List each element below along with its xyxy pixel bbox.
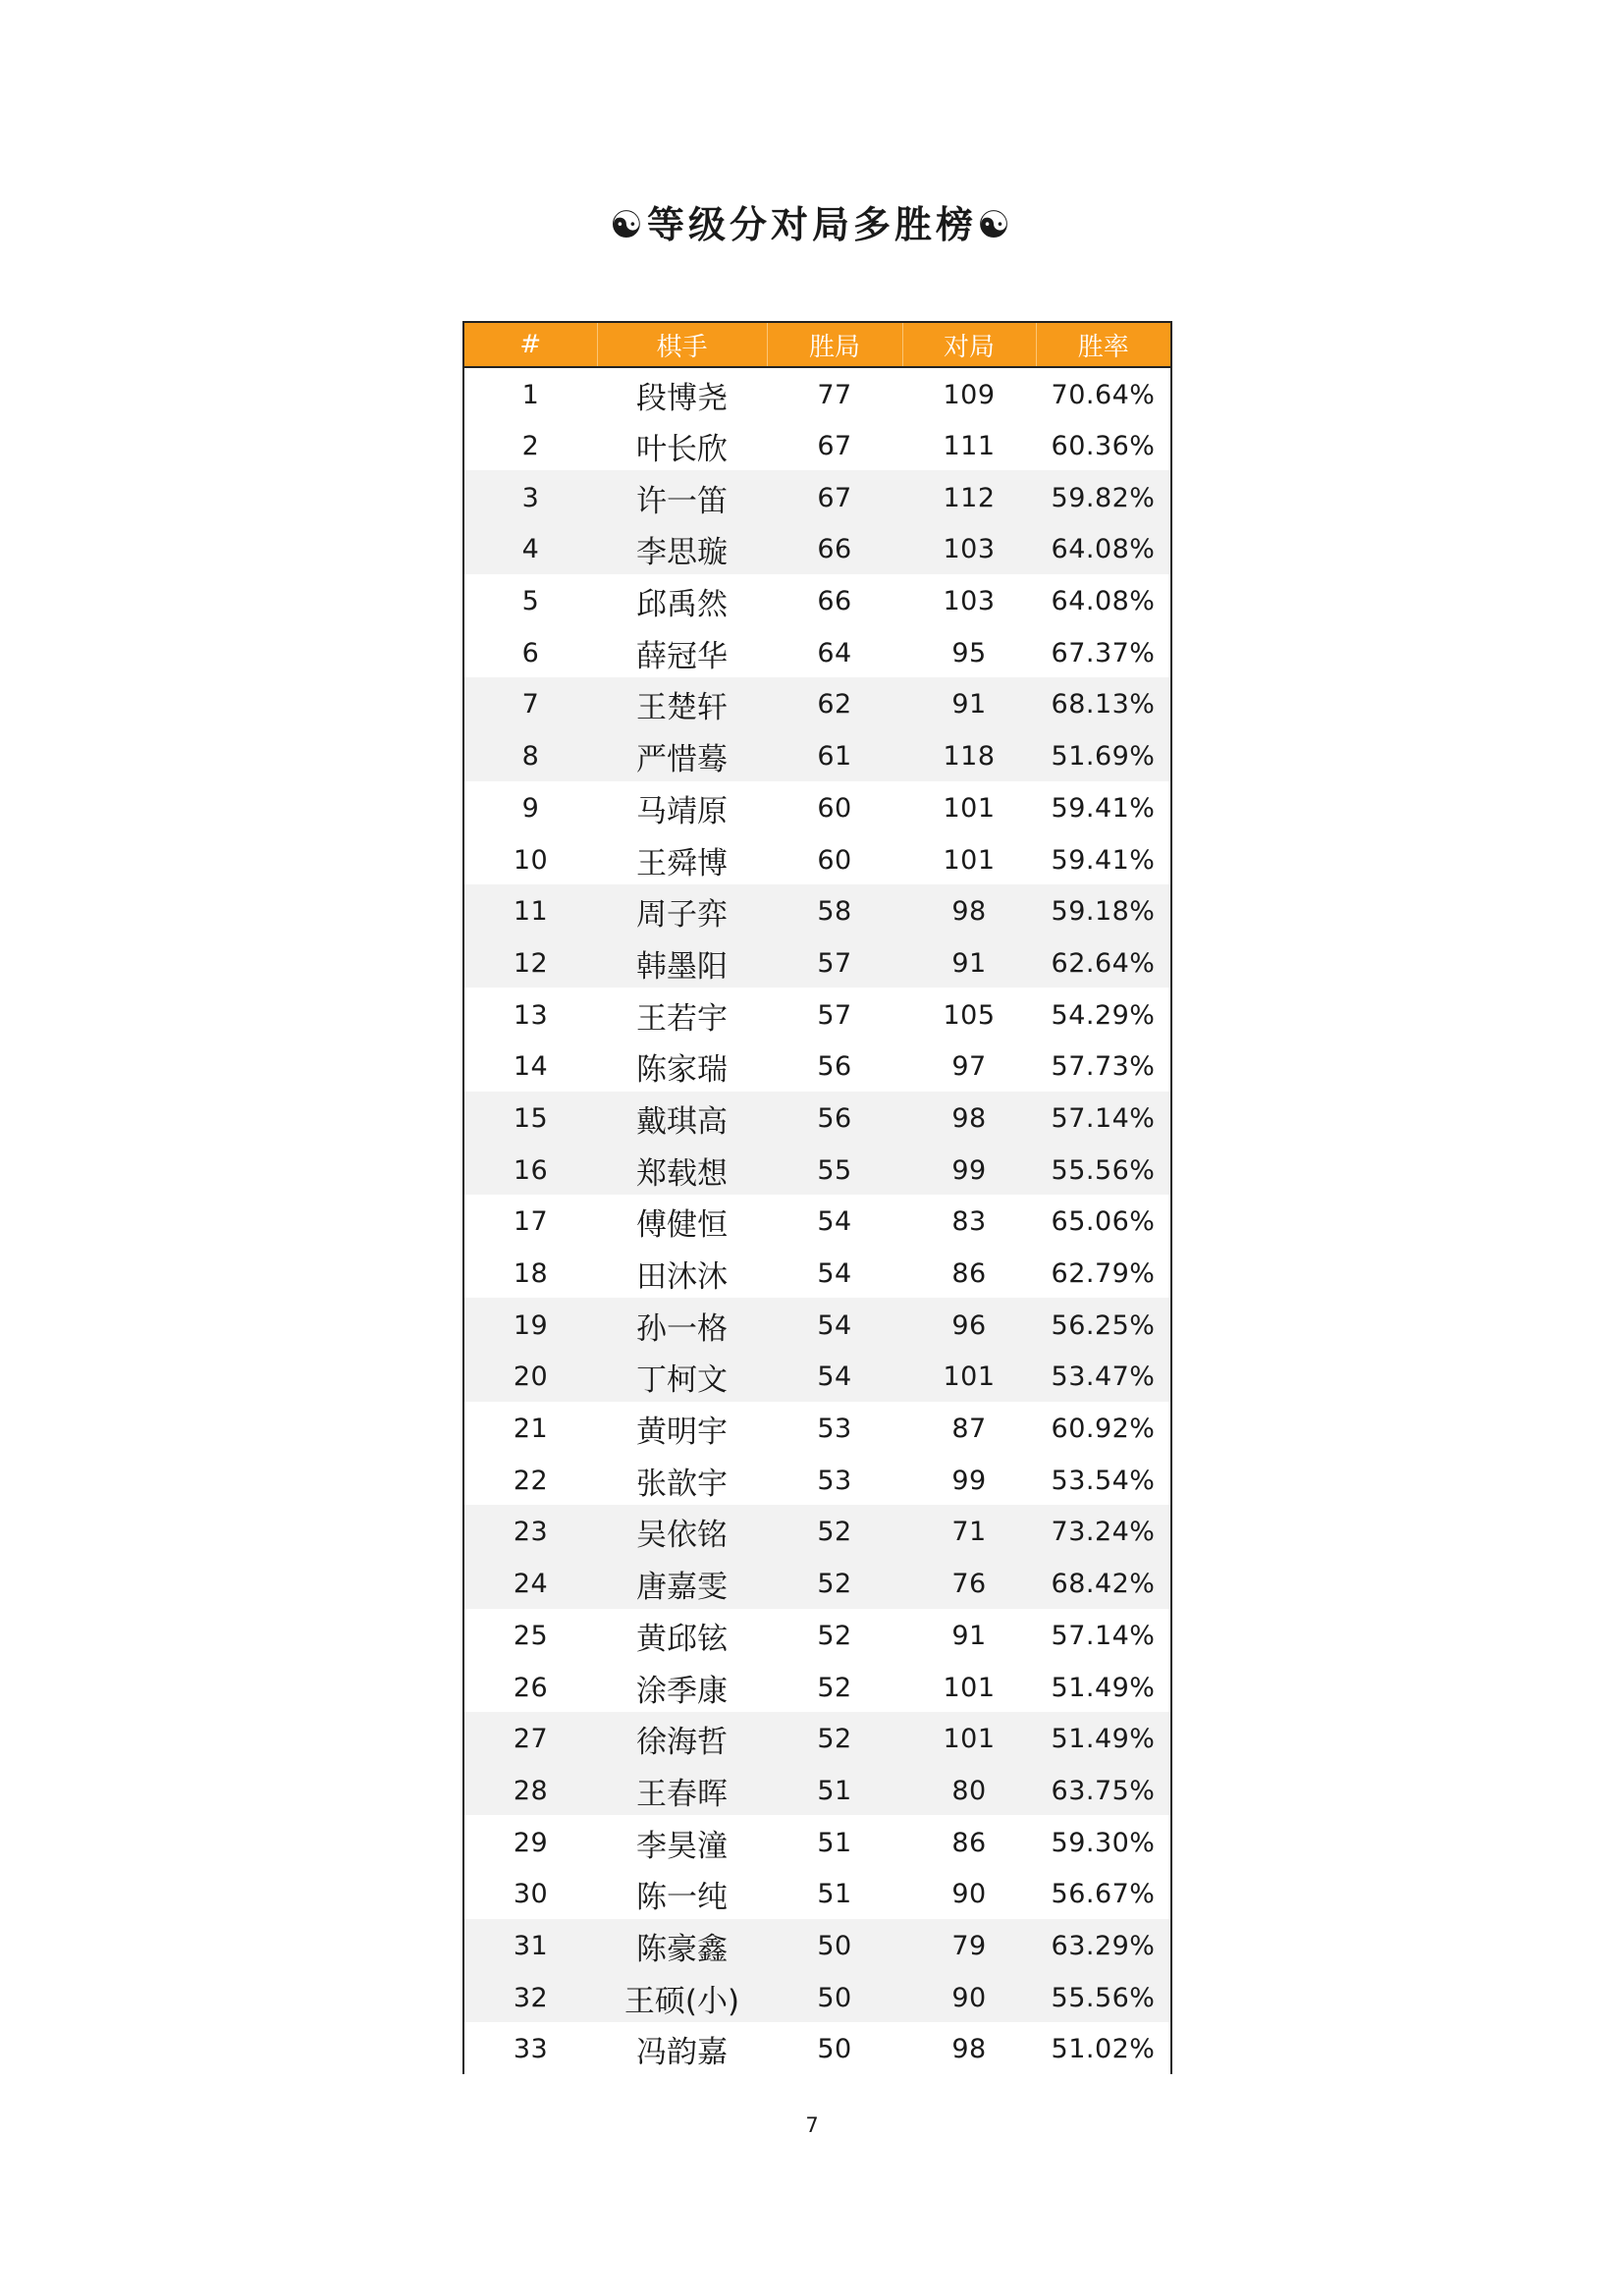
table-row [463, 574, 1171, 626]
table-row [463, 522, 1171, 574]
cell-win-rate: 51.02% [1051, 2034, 1156, 2065]
cell-win-rate: 56.67% [1051, 1879, 1156, 1910]
cell-win-rate: 70.64% [1051, 379, 1156, 410]
cell-rank: 17 [513, 1206, 549, 1238]
cell-rank: 1 [521, 379, 540, 410]
cell-rank: 3 [463, 470, 597, 522]
cell-games: 91 [902, 677, 1036, 729]
cell-player-name: 王春晖 [597, 1764, 767, 1816]
cell-wins: 52 [767, 1712, 902, 1764]
cell-win-rate: 54.29% [1051, 999, 1156, 1031]
cell-rank: 7 [463, 677, 597, 729]
cell-player-name: 王硕(小) [597, 1970, 767, 2022]
table-row [463, 988, 1171, 1040]
cell-win-rate: 53.54% [1051, 1465, 1156, 1496]
cell-rank: 11 [463, 884, 597, 936]
column-header-wins: 胜局 [767, 322, 902, 367]
cell-player-name: 王若宇 [636, 1000, 728, 1037]
cell-rank: 24 [463, 1557, 597, 1609]
page-number: 7 [805, 2113, 819, 2137]
cell-player-name: 戴琪高 [597, 1092, 767, 1144]
cell-player-name: 李思璇 [597, 522, 767, 574]
page-title-text: 等级分对局多胜榜 [646, 202, 977, 246]
cell-wins: 53 [817, 1414, 852, 1445]
cell-rank: 22 [513, 1465, 549, 1496]
cell-wins: 67 [817, 431, 852, 462]
cell-wins: 56 [817, 1051, 852, 1083]
column-header-win-rate: 胜率 [1036, 322, 1171, 367]
cell-player-name: 周子弈 [597, 884, 767, 936]
table-row [463, 1557, 1171, 1609]
cell-player-name: 李昊潼 [636, 1828, 728, 1864]
cell-games: 98 [951, 2034, 987, 2065]
cell-player-name: 邱禹然 [636, 587, 728, 623]
cell-player-name: 韩墨阳 [597, 936, 767, 988]
cell-win-rate: 62.64% [1036, 936, 1171, 988]
cell-player-name: 陈家瑞 [636, 1052, 728, 1089]
cell-rank: 4 [463, 522, 597, 574]
cell-games: 99 [951, 1465, 987, 1496]
cell-player-name: 田沐沐 [636, 1259, 728, 1296]
cell-rank: 19 [463, 1298, 597, 1350]
table-row [463, 1402, 1171, 1454]
cell-games: 86 [951, 1258, 987, 1290]
cell-rank: 32 [463, 1970, 597, 2022]
cell-player-name: 叶长欣 [636, 432, 728, 468]
cell-win-rate: 63.75% [1036, 1764, 1171, 1816]
cell-win-rate: 55.56% [1036, 1143, 1171, 1195]
cell-wins: 60 [817, 792, 852, 824]
column-header-games: 对局 [902, 322, 1036, 367]
cell-player-name: 徐海哲 [597, 1712, 767, 1764]
cell-rank: 14 [513, 1051, 549, 1083]
cell-wins: 51 [767, 1764, 902, 1816]
cell-rank: 13 [513, 999, 549, 1031]
cell-games: 90 [951, 1879, 987, 1910]
cell-player-name: 傅健恒 [636, 1207, 728, 1244]
cell-games: 98 [902, 884, 1036, 936]
cell-win-rate: 55.56% [1036, 1970, 1171, 2022]
cell-games: 111 [943, 431, 996, 462]
cell-rank: 16 [463, 1143, 597, 1195]
header-row [463, 322, 1171, 367]
cell-player-name: 陈一纯 [636, 1880, 728, 1916]
cell-player-name: 王舜博 [636, 845, 728, 881]
cell-rank: 25 [513, 1620, 549, 1651]
cell-games: 86 [951, 1827, 987, 1858]
cell-wins: 67 [767, 470, 902, 522]
cell-player-name: 黄明宇 [636, 1415, 728, 1451]
column-header-rank: # [463, 322, 597, 367]
cell-games: 80 [902, 1764, 1036, 1816]
ranking-table [462, 321, 1172, 2074]
cell-rank: 33 [513, 2034, 549, 2065]
cell-player-name: 段博尧 [636, 380, 728, 416]
table-row [463, 1712, 1171, 1764]
cell-win-rate: 62.79% [1051, 1258, 1156, 1290]
cell-games: 101 [943, 844, 996, 876]
cell-games: 99 [902, 1143, 1036, 1195]
cell-games: 71 [902, 1505, 1036, 1557]
cell-rank: 27 [463, 1712, 597, 1764]
cell-rank: 23 [463, 1505, 597, 1557]
cell-wins: 52 [767, 1557, 902, 1609]
cell-games: 87 [951, 1414, 987, 1445]
cell-wins: 66 [817, 586, 852, 617]
cell-rank: 10 [513, 844, 549, 876]
cell-player-name: 黄邱铉 [636, 1621, 728, 1657]
table-row [463, 1919, 1171, 1971]
table-body [463, 367, 1171, 2074]
cell-win-rate: 51.49% [1051, 1672, 1156, 1703]
table-row [463, 1815, 1171, 1867]
table-row [463, 367, 1171, 419]
cell-player-name: 王楚轩 [597, 677, 767, 729]
cell-wins: 64 [817, 637, 852, 668]
table-row [463, 1040, 1171, 1092]
cell-wins: 53 [817, 1465, 852, 1496]
table-row [463, 1298, 1171, 1350]
cell-wins: 55 [767, 1143, 902, 1195]
cell-rank: 9 [521, 792, 540, 824]
cell-wins: 54 [817, 1258, 852, 1290]
cell-rank: 30 [513, 1879, 549, 1910]
cell-wins: 50 [817, 2034, 852, 2065]
cell-win-rate: 57.73% [1051, 1051, 1156, 1083]
page-title [0, 194, 1624, 248]
cell-player-name: 薛冠华 [636, 638, 728, 674]
cell-win-rate: 64.08% [1051, 586, 1156, 617]
table-row [463, 1453, 1171, 1505]
cell-wins: 54 [817, 1206, 852, 1238]
cell-win-rate: 65.06% [1051, 1206, 1156, 1238]
yin-yang-icon: ☯ [977, 203, 1015, 246]
cell-player-name: 丁柯文 [597, 1350, 767, 1402]
cell-rank: 26 [513, 1672, 549, 1703]
cell-games: 101 [943, 1672, 996, 1703]
cell-wins: 57 [817, 999, 852, 1031]
cell-games: 95 [951, 637, 987, 668]
cell-wins: 50 [767, 1970, 902, 2022]
cell-wins: 77 [817, 379, 852, 410]
cell-wins: 51 [817, 1827, 852, 1858]
cell-rank: 5 [521, 586, 540, 617]
table-row [463, 936, 1171, 988]
table-row [463, 1970, 1171, 2022]
cell-rank: 20 [463, 1350, 597, 1402]
cell-win-rate: 73.24% [1036, 1505, 1171, 1557]
cell-win-rate: 59.30% [1051, 1827, 1156, 1858]
table-row [463, 1247, 1171, 1299]
cell-win-rate: 59.41% [1051, 792, 1156, 824]
table-row [463, 677, 1171, 729]
cell-win-rate: 51.69% [1036, 729, 1171, 781]
table-row [463, 1867, 1171, 1919]
cell-wins: 50 [767, 1919, 902, 1971]
table-row [463, 832, 1171, 884]
cell-wins: 52 [817, 1672, 852, 1703]
yin-yang-icon: ☯ [609, 203, 647, 246]
cell-games: 101 [902, 1712, 1036, 1764]
cell-win-rate: 59.18% [1036, 884, 1171, 936]
cell-wins: 52 [767, 1505, 902, 1557]
cell-win-rate: 51.49% [1036, 1712, 1171, 1764]
table-row [463, 1092, 1171, 1144]
cell-player-name: 孙一格 [597, 1298, 767, 1350]
cell-wins: 66 [767, 522, 902, 574]
table-row [463, 1609, 1171, 1661]
cell-wins: 57 [767, 936, 902, 988]
cell-win-rate: 59.82% [1036, 470, 1171, 522]
cell-wins: 58 [767, 884, 902, 936]
cell-player-name: 严惜蓦 [597, 729, 767, 781]
cell-wins: 56 [767, 1092, 902, 1144]
cell-games: 91 [951, 1620, 987, 1651]
cell-rank: 2 [521, 431, 540, 462]
cell-games: 105 [943, 999, 996, 1031]
cell-rank: 15 [463, 1092, 597, 1144]
cell-games: 112 [902, 470, 1036, 522]
table-row [463, 1143, 1171, 1195]
cell-games: 79 [902, 1919, 1036, 1971]
cell-player-name: 吴依铭 [597, 1505, 767, 1557]
cell-games: 98 [902, 1092, 1036, 1144]
cell-rank: 29 [513, 1827, 549, 1858]
table-row [463, 729, 1171, 781]
cell-games: 76 [902, 1557, 1036, 1609]
cell-player-name: 陈豪鑫 [597, 1919, 767, 1971]
table-row [463, 2022, 1171, 2074]
column-header-player: 棋手 [597, 322, 767, 367]
table-row [463, 1660, 1171, 1712]
cell-win-rate: 67.37% [1051, 637, 1156, 668]
cell-games: 90 [902, 1970, 1036, 2022]
cell-rank: 21 [513, 1414, 549, 1445]
cell-rank: 12 [463, 936, 597, 988]
cell-games: 101 [902, 1350, 1036, 1402]
cell-wins: 61 [767, 729, 902, 781]
table-row [463, 1764, 1171, 1816]
cell-win-rate: 57.14% [1051, 1620, 1156, 1651]
cell-rank: 18 [513, 1258, 549, 1290]
cell-rank: 6 [521, 637, 540, 668]
table-row [463, 419, 1171, 471]
cell-win-rate: 68.42% [1036, 1557, 1171, 1609]
cell-rank: 8 [463, 729, 597, 781]
cell-games: 96 [902, 1298, 1036, 1350]
cell-win-rate: 57.14% [1036, 1092, 1171, 1144]
cell-wins: 52 [817, 1620, 852, 1651]
cell-wins: 54 [767, 1298, 902, 1350]
cell-win-rate: 56.25% [1036, 1298, 1171, 1350]
cell-games: 101 [943, 792, 996, 824]
cell-player-name: 冯韵嘉 [636, 2035, 728, 2071]
cell-win-rate: 60.36% [1051, 431, 1156, 462]
cell-player-name: 涂季康 [636, 1673, 728, 1709]
cell-win-rate: 59.41% [1051, 844, 1156, 876]
cell-wins: 60 [817, 844, 852, 876]
cell-games: 118 [902, 729, 1036, 781]
table-row [463, 625, 1171, 677]
cell-games: 103 [943, 586, 996, 617]
cell-games: 109 [943, 379, 996, 410]
cell-rank: 31 [463, 1919, 597, 1971]
cell-wins: 62 [767, 677, 902, 729]
cell-rank: 28 [463, 1764, 597, 1816]
cell-games: 97 [951, 1051, 987, 1083]
table-row [463, 470, 1171, 522]
table-row [463, 884, 1171, 936]
cell-player-name: 张歆宇 [636, 1466, 728, 1502]
cell-games: 83 [951, 1206, 987, 1238]
cell-player-name: 许一笛 [597, 470, 767, 522]
cell-win-rate: 53.47% [1036, 1350, 1171, 1402]
cell-player-name: 马靖原 [636, 793, 728, 829]
cell-player-name: 郑载想 [597, 1143, 767, 1195]
cell-games: 103 [902, 522, 1036, 574]
cell-wins: 51 [817, 1879, 852, 1910]
table-header [463, 322, 1171, 367]
cell-win-rate: 64.08% [1036, 522, 1171, 574]
cell-games: 91 [902, 936, 1036, 988]
cell-player-name: 唐嘉雯 [597, 1557, 767, 1609]
cell-win-rate: 68.13% [1036, 677, 1171, 729]
cell-win-rate: 63.29% [1036, 1919, 1171, 1971]
table-row [463, 1195, 1171, 1247]
table-row [463, 1350, 1171, 1402]
cell-win-rate: 60.92% [1051, 1414, 1156, 1445]
table-row [463, 1505, 1171, 1557]
table-row [463, 781, 1171, 833]
cell-wins: 54 [767, 1350, 902, 1402]
